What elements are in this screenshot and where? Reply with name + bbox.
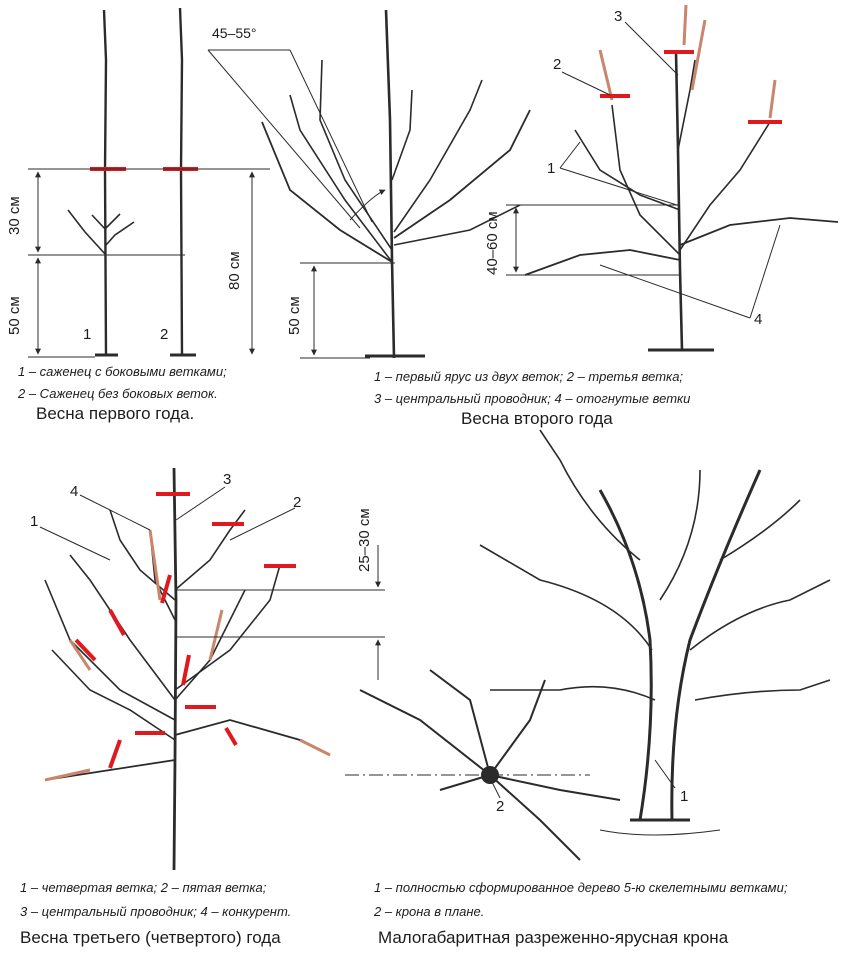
measure-25-30cm: 25–30 см [356, 508, 373, 572]
panel4-title: Малогабаритная разреженно-ярусная крона [378, 928, 729, 947]
measure-30cm: 30 см [6, 196, 23, 235]
seedling-2-label: 2 [160, 326, 169, 343]
cut-mark [226, 728, 236, 745]
plan-label-2: 2 [496, 798, 505, 815]
cut-mark [110, 740, 120, 768]
panel1-drawing [28, 8, 270, 357]
panel4-caption-1: 1 – полностью сформированное дерево 5-ю скелетными ветками; [374, 880, 788, 895]
panel1-title: Весна первого года. [36, 404, 195, 423]
branch-label-1: 1 [547, 160, 556, 177]
panel4-caption-2: 2 – крона в плане. [374, 904, 485, 919]
measure-40-60cm: 40–60 см [484, 211, 501, 275]
seedling-1 [68, 10, 134, 355]
branch-label-4: 4 [70, 483, 79, 500]
panel3-drawing [40, 468, 385, 870]
branch-label-3: 3 [223, 471, 232, 488]
seedling-1-label: 1 [83, 326, 92, 343]
panel2-caption-2: 3 – центральный проводник; 4 – отогнутые ветки [374, 391, 691, 406]
panel2-drawing [208, 10, 530, 358]
branch-label-2: 2 [293, 494, 302, 511]
measure-80cm: 80 см [226, 251, 243, 290]
branch-label-1: 1 [30, 513, 39, 530]
measure-50cm: 50 см [6, 296, 23, 335]
crown-plan [360, 670, 620, 860]
panel2-caption-1: 1 – первый ярус из двух веток; 2 – третья ветка; [374, 369, 684, 384]
measure-50cm-year2: 50 см [286, 296, 303, 335]
panel3-caption-2: 3 – центральный проводник; 4 – конкурент. [20, 904, 292, 919]
cut-mark [76, 640, 95, 660]
branch-label-4: 4 [754, 311, 763, 328]
seedling-2 [170, 8, 196, 355]
panel1-caption-2: 2 – Саженец без боковых веток. [18, 386, 218, 401]
branch-label-2: 2 [553, 56, 562, 73]
tree-label-1: 1 [680, 788, 689, 805]
panel3-caption-1: 1 – четвертая ветка; 2 – пятая ветка; [20, 880, 267, 895]
panel4-drawing [345, 430, 830, 860]
panel2-title: Весна второго года [461, 409, 613, 428]
angle-label: 45–55° [212, 25, 257, 41]
panel1-caption-1: 1 – саженец с боковыми ветками; [18, 364, 227, 379]
branch-label-3: 3 [614, 8, 623, 25]
cut-mark [110, 610, 124, 635]
panel3-title: Весна третьего (четвертого) года [20, 928, 281, 947]
